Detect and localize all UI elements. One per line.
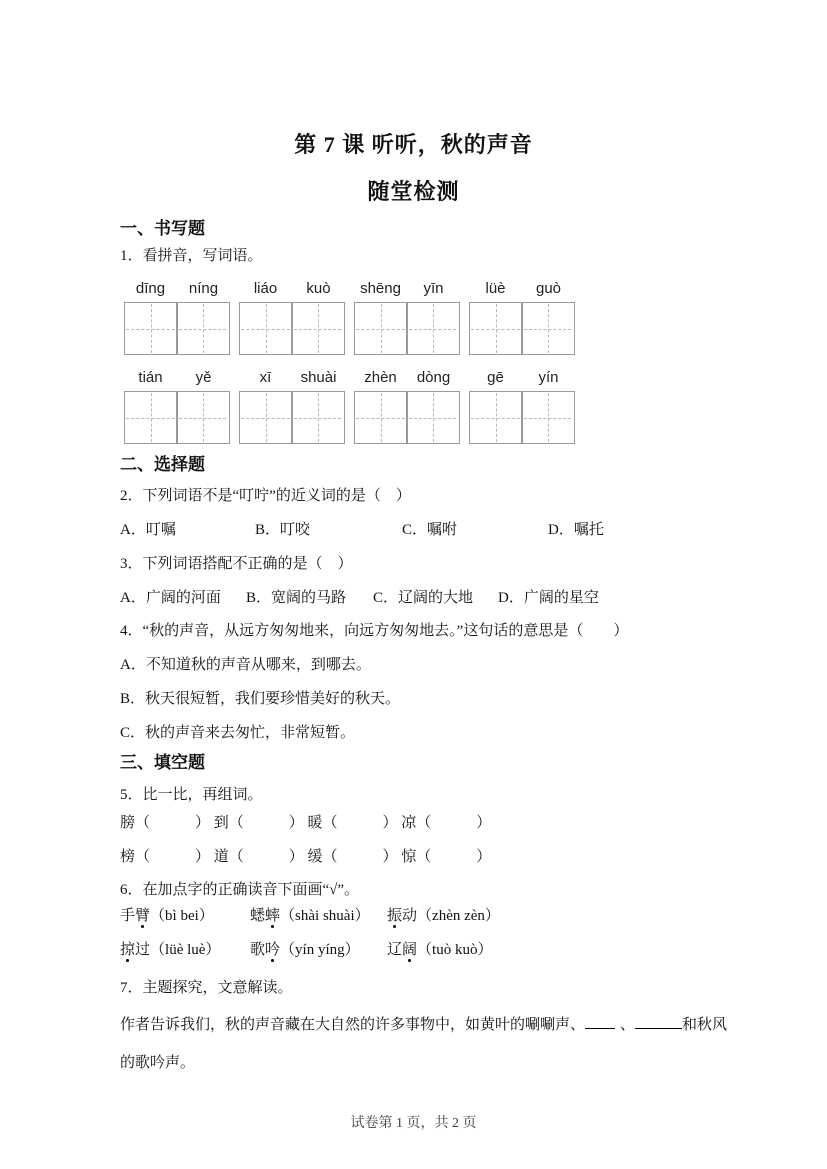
writing-box (239, 302, 345, 355)
pinyin-choices: （bì bei） (150, 908, 214, 924)
word-building-row: 榜（ ） 道（ ） 缓（ ） 惊（ ） (120, 849, 492, 865)
pronunciation-item: 振动（zhèn zèn） (387, 904, 500, 925)
dotted-character: 臂 (135, 904, 150, 925)
pronunciation-choice-row (120, 904, 712, 925)
pinyin-label: shēng (360, 280, 401, 297)
dotted-character: 阔 (402, 938, 417, 959)
writing-cell (125, 303, 176, 354)
writing-cell (125, 392, 176, 443)
option-d: D．广阔的星空 (498, 590, 599, 606)
pinyin-label: tián (138, 369, 163, 386)
pinyin-label: guò (535, 280, 562, 297)
pronunciation-item: 掠过（lüè luè） (120, 938, 250, 959)
page-footer: 试卷第 1 页，共 2 页 (350, 1116, 477, 1131)
pinyin-label: yě (195, 369, 212, 386)
writing-box (469, 391, 575, 444)
question-3-text: 3．下列词语搭配不正确的是（ ） (120, 556, 353, 572)
pinyin-choices: （zhèn zèn） (417, 908, 500, 924)
writing-box (239, 391, 345, 444)
writing-cell (406, 303, 457, 354)
pinyin-group (239, 280, 345, 355)
dotted-character: 振 (387, 904, 402, 925)
writing-box (354, 302, 460, 355)
writing-cell (291, 303, 342, 354)
section-heading-choice: 二、选择题 (120, 455, 205, 474)
writing-cell (176, 392, 227, 443)
writing-cell (521, 392, 572, 443)
pronunciation-item: 蟋蟀（shài shuài） (250, 904, 387, 925)
writing-cell (470, 392, 521, 443)
writing-cell (240, 303, 291, 354)
pinyin-label: yīn (423, 280, 444, 297)
question-6-text: 6．在加点字的正确读音下面画“√”。 (120, 882, 360, 898)
pinyin-label: shuài (300, 369, 337, 386)
writing-cell (355, 303, 406, 354)
word-building-row: 膀（ ） 到（ ） 暖（ ） 凉（ ） (120, 815, 492, 831)
paragraph-separator: 、 (620, 1017, 636, 1033)
writing-box (354, 391, 460, 444)
question-5-text: 5．比一比，再组词。 (120, 787, 263, 803)
question-2-options (120, 518, 712, 539)
pronunciation-choice-row (120, 938, 712, 959)
pinyin-grid-row (124, 280, 584, 355)
pinyin-label: dīng (135, 280, 166, 297)
option-a: A．不知道秋的声音从哪来，到哪去。 (120, 657, 371, 673)
pinyin-choices: （shài shuài） (280, 908, 370, 924)
pinyin-group (354, 280, 460, 355)
option-c: C．嘱咐 (402, 522, 458, 538)
option-c: C．秋的声音来去匆忙，非常短暂。 (120, 725, 356, 741)
pinyin-label: gē (487, 369, 504, 386)
pronunciation-item: 辽阔（tuò kuò） (387, 938, 492, 959)
pinyin-writing-grid (124, 280, 584, 444)
pinyin-grid-row (124, 369, 584, 444)
option-b: B．宽阔的马路 (246, 590, 347, 606)
question-7-text: 7．主题探究，文意解读。 (120, 980, 293, 996)
writing-cell (240, 392, 291, 443)
pinyin-label: xī (259, 369, 272, 386)
section-heading-fill: 三、填空题 (120, 753, 205, 772)
option-d: D．嘱托 (548, 522, 604, 538)
pinyin-group (469, 369, 575, 444)
writing-box (469, 302, 575, 355)
pinyin-group (239, 369, 345, 444)
writing-cell (470, 303, 521, 354)
writing-cell (406, 392, 457, 443)
pinyin-group (354, 369, 460, 444)
writing-cell (355, 392, 406, 443)
paragraph-segment: 和秋风的歌吟声。 (120, 1017, 728, 1071)
dotted-character: 蟀 (265, 904, 280, 925)
option-b: B．叮咬 (255, 522, 311, 538)
pinyin-label: kuò (306, 280, 331, 297)
writing-cell (291, 392, 342, 443)
pinyin-label: liáo (253, 280, 278, 297)
question-4-options (120, 653, 712, 755)
option-a: A．叮嘱 (120, 522, 176, 538)
writing-box (124, 302, 230, 355)
writing-box (124, 391, 230, 444)
dotted-character: 吟 (265, 938, 280, 959)
pinyin-choices: （yín yíng） (280, 942, 360, 958)
section-heading-writing: 一、书写题 (120, 219, 205, 238)
option-c: C．辽阔的大地 (373, 590, 474, 606)
writing-cell (521, 303, 572, 354)
pinyin-label: zhèn (364, 369, 397, 386)
option-b: B．秋天很短暂，我们要珍惜美好的秋天。 (120, 691, 401, 707)
pinyin-group (469, 280, 575, 355)
pinyin-label: níng (188, 280, 219, 297)
pronunciation-item: 歌吟（yín yíng） (250, 938, 387, 959)
fill-blank (635, 1015, 682, 1029)
page-title: 第 7 课 听听，秋的声音 (294, 132, 533, 157)
option-a: A．广阔的河面 (120, 590, 221, 606)
question-4-text: 4．“秋的声音，从远方匆匆地来，向远方匆匆地去。”这句话的意思是（ ） (120, 623, 629, 639)
question-1-text: 1．看拼音，写词语。 (120, 248, 263, 264)
pinyin-group (124, 280, 230, 355)
question-2-text: 2．下列词语不是“叮咛”的近义词的是（ ） (120, 488, 411, 504)
question-3-options (120, 586, 712, 607)
writing-cell (176, 303, 227, 354)
pinyin-choices: （tuò kuò） (417, 942, 493, 958)
pronunciation-item: 手臂（bì bei） (120, 904, 250, 925)
paragraph-segment: 作者告诉我们，秋的声音藏在大自然的许多事物中，如黄叶的唰唰声、 (120, 1017, 586, 1033)
dotted-character: 掠 (120, 938, 135, 959)
page-subtitle: 随堂检测 (367, 179, 460, 204)
pinyin-group (124, 369, 230, 444)
pinyin-choices: （lüè luè） (150, 942, 221, 958)
fill-blank (585, 1015, 615, 1029)
pinyin-label: yín (538, 369, 559, 386)
pinyin-label: lüè (485, 280, 506, 297)
question-7-paragraph (120, 1006, 728, 1082)
pinyin-label: dòng (416, 369, 451, 386)
